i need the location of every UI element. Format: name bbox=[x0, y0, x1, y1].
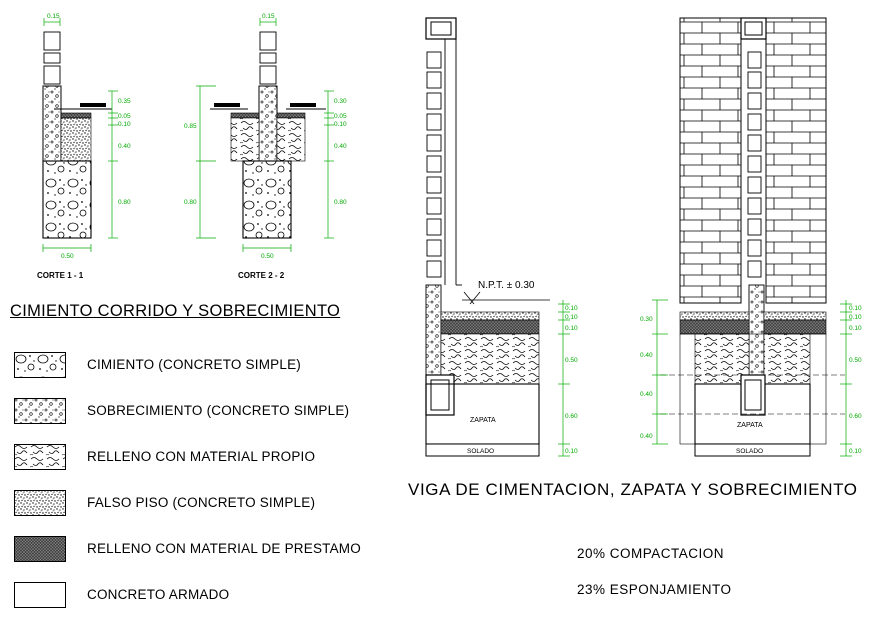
dim-060: 0.60 bbox=[565, 413, 578, 420]
legend-item-cimiento bbox=[14, 352, 394, 380]
falso-piso-right bbox=[764, 312, 826, 320]
dim-040-r3: 0.40 bbox=[640, 433, 653, 440]
solado-label: SOLADO bbox=[467, 448, 495, 455]
dim-base-width-2: 0.50 bbox=[261, 253, 274, 260]
concreto-armado-swatch bbox=[14, 582, 66, 608]
relleno bbox=[61, 118, 91, 161]
sobrecimiento bbox=[43, 86, 61, 161]
dimensions bbox=[558, 300, 570, 456]
sobrecimiento bbox=[259, 86, 277, 161]
dim-040-r1: 0.40 bbox=[640, 352, 653, 359]
legend-label: FALSO PISO (CONCRETO SIMPLE) bbox=[87, 495, 316, 510]
legend-label: RELLENO CON MATERIAL PROPIO bbox=[87, 449, 316, 464]
corte-1-label: CORTE 1 - 1 bbox=[37, 271, 84, 280]
legend-item-concreto-armado bbox=[14, 582, 394, 610]
brick-wall-left bbox=[680, 18, 741, 303]
cimiento-corrido-title: CIMIENTO CORRIDO Y SOBRECIMIENTO bbox=[10, 302, 341, 320]
falso-piso bbox=[441, 312, 539, 320]
dim-010: 0.10 bbox=[118, 121, 131, 128]
relleno-propio-swatch bbox=[14, 444, 66, 470]
legend-label: SOBRECIMIENTO (CONCRETO SIMPLE) bbox=[87, 403, 350, 418]
dim-top-width-1: 0.15 bbox=[47, 13, 60, 20]
dim-080: 0.80 bbox=[118, 199, 131, 206]
dim-base-width-1: 0.50 bbox=[61, 253, 74, 260]
dim-040-2: 0.40 bbox=[334, 143, 347, 150]
wall-units bbox=[427, 52, 441, 277]
corte-2-section bbox=[184, 13, 347, 280]
cimiento-swatch bbox=[14, 352, 66, 378]
legend-item-falso-piso bbox=[14, 490, 394, 518]
falso-piso-right bbox=[277, 113, 305, 118]
falso-piso-left bbox=[680, 312, 749, 320]
dim-top-width-2: 0.15 bbox=[262, 13, 275, 20]
relleno-prestamo-right bbox=[764, 320, 826, 334]
dim-050-r: 0.50 bbox=[849, 357, 862, 364]
corte-1-section bbox=[37, 13, 131, 280]
sobrecimiento bbox=[426, 285, 441, 375]
compactacion-note: 20% COMPACTACION bbox=[577, 546, 725, 561]
relleno-prestamo-left bbox=[680, 320, 749, 334]
dim-080-left: 0.80 bbox=[184, 199, 197, 206]
dim-010-r4: 0.10 bbox=[849, 448, 862, 455]
relleno-prestamo bbox=[441, 320, 539, 334]
viga-cimentacion-title: VIGA DE CIMENTACION, ZAPATA Y SOBRECIMIENTO bbox=[408, 480, 858, 499]
legend-label: RELLENO CON MATERIAL DE PRESTAMO bbox=[87, 541, 361, 556]
viga-section-left bbox=[426, 18, 578, 456]
sobrecimiento-swatch bbox=[14, 398, 66, 424]
corte-2-label: CORTE 2 - 2 bbox=[238, 271, 285, 280]
cimiento bbox=[243, 161, 291, 238]
dim-010-c: 0.10 bbox=[565, 325, 578, 332]
relleno-propio-right bbox=[764, 334, 810, 384]
falso-piso bbox=[61, 113, 91, 118]
legend-label: CONCRETO ARMADO bbox=[87, 587, 230, 602]
brick-wall-right bbox=[766, 18, 826, 303]
dim-085: 0.85 bbox=[184, 123, 197, 130]
dim-040-r2: 0.40 bbox=[640, 391, 653, 398]
wall-units bbox=[748, 52, 761, 277]
dim-010-b: 0.10 bbox=[565, 314, 578, 321]
viga bbox=[426, 375, 454, 415]
dim-010-r2: 0.10 bbox=[849, 314, 862, 321]
esponjamiento-note: 23% ESPONJAMIENTO bbox=[577, 582, 732, 597]
relleno-propio bbox=[441, 334, 539, 384]
dim-005-2: 0.05 bbox=[334, 113, 347, 120]
legend-item-relleno-prestamo bbox=[14, 536, 394, 564]
dim-035: 0.35 bbox=[118, 98, 131, 105]
floor-level-marker bbox=[54, 103, 112, 109]
dim-010-r3: 0.10 bbox=[849, 325, 862, 332]
relleno-prestamo-swatch bbox=[14, 536, 66, 562]
dim-030: 0.30 bbox=[334, 98, 347, 105]
legend-label: CIMIENTO (CONCRETO SIMPLE) bbox=[87, 357, 301, 372]
legend-item-sobrecimiento bbox=[14, 398, 394, 426]
dim-005: 0.05 bbox=[118, 113, 131, 120]
dim-040: 0.40 bbox=[118, 143, 131, 150]
falso-piso-swatch bbox=[14, 490, 66, 516]
cimiento bbox=[43, 161, 91, 238]
viga-section-right bbox=[640, 18, 862, 456]
dim-010-2: 0.10 bbox=[334, 121, 347, 128]
dim-010-r1: 0.10 bbox=[849, 305, 862, 312]
zapata-label-right: ZAPATA bbox=[737, 422, 763, 429]
wall-units bbox=[44, 32, 60, 84]
dim-030-r: 0.30 bbox=[640, 316, 653, 323]
relleno-left bbox=[231, 118, 259, 161]
npt-label: N.P.T. ± 0.30 bbox=[478, 280, 535, 291]
relleno-right bbox=[277, 118, 305, 161]
dim-080-right: 0.80 bbox=[334, 199, 347, 206]
sobrecimiento bbox=[749, 285, 764, 375]
legend-item-relleno-propio bbox=[14, 444, 394, 472]
wall-units bbox=[260, 32, 276, 84]
zapata-label: ZAPATA bbox=[470, 417, 496, 424]
dim-010-d: 0.10 bbox=[565, 448, 578, 455]
solado-label-right: SOLADO bbox=[736, 448, 764, 455]
dim-010-a: 0.10 bbox=[565, 305, 578, 312]
dim-050: 0.50 bbox=[565, 357, 578, 364]
dim-060-r: 0.60 bbox=[849, 413, 862, 420]
falso-piso-left bbox=[231, 113, 259, 118]
